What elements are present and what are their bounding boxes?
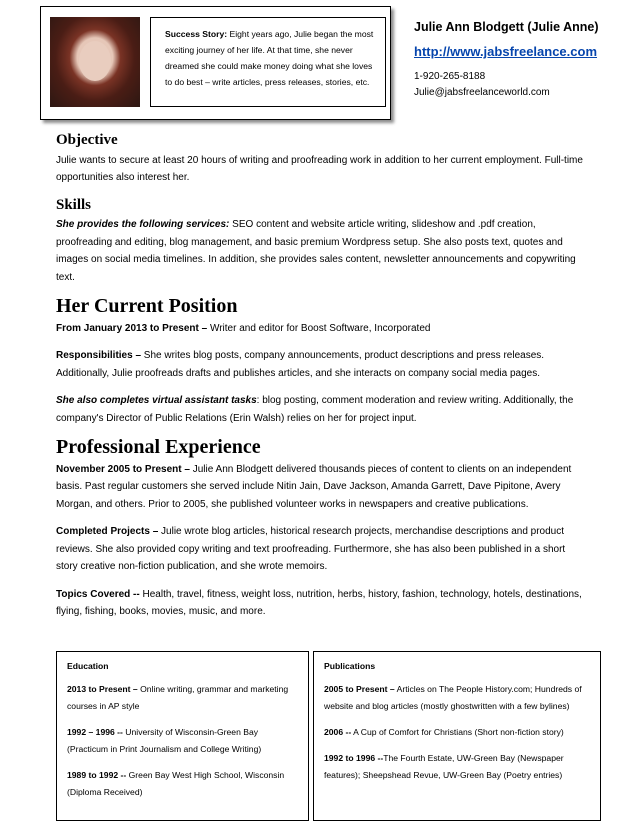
period-lead: From January 2013 to Present –: [56, 322, 208, 334]
november-paragraph: [56, 461, 586, 514]
va-text: : blog posting, comment moderation and review writing. Additionally, the company's Director of Public Relations (Erin Walsh) relies on her for project input.: [56, 395, 574, 424]
projects-lead: Completed Projects –: [56, 526, 159, 537]
responsibilities-lead: Responsibilities –: [56, 350, 142, 361]
experience-heading: Professional Experience: [56, 436, 261, 458]
period-text: Writer and editor for Boost Software, Incorporated: [207, 322, 431, 334]
responsibilities-text: She writes blog posts, company announcements, product descriptions and press releases. Additionally, Julie proofreads drafts and publishes articles, and she interacts on company social media pages.: [56, 350, 545, 379]
publication-entry-text: The Fourth Estate, UW-Green Bay (Newspaper features); Sheepshead Revue, UW-Green Bay (Poetry entries): [324, 753, 564, 780]
publication-entry: [324, 750, 590, 784]
period-paragraph: [56, 320, 586, 338]
objective-heading: Objective: [56, 132, 118, 148]
november-text: Julie Ann Blodgett delivered thousands pieces of content to clients on an independent basis. Past regular customers she served include Nitin Jain, Dave Jackson, Amanda Garrett, Dave Pipitone, Avery Morgan, and others. Prior to 2005, she published volunteer works in newspapers and creative publications.: [56, 463, 572, 510]
projects-text: Julie wrote blog articles, historical research projects, merchandise descriptions and product reviews. She also provided copy writing and text proofreading. Furthermore, she has also been published in a short story creative non-fiction publication, and she wrote memoirs.: [56, 526, 566, 572]
profile-face: [79, 41, 111, 81]
contact-block: [414, 20, 638, 101]
va-lead: She also completes virtual assistant tasks: [56, 395, 257, 406]
publication-entry-lead: 2006 --: [324, 727, 352, 737]
success-story-text: Eight years ago, Julie began the most exciting journey of her life. At that time, she never dreamed she could make money doing what she loves to do best – write articles, press releases, stories, etc.: [165, 29, 374, 87]
publications-box: [313, 651, 601, 821]
skills-heading: Skills: [56, 196, 92, 213]
skills-paragraph: [56, 216, 586, 286]
current-position-heading: Her Current Position: [56, 295, 238, 317]
november-lead: November 2005 to Present –: [56, 463, 190, 475]
phone-number: 1-920-265-8188: [414, 71, 486, 82]
education-entry-text: University of Wisconsin-Green Bay (Practicum in Print Journalism and College Writing): [67, 727, 262, 754]
success-story-label: Success Story:: [165, 29, 228, 39]
education-entry: [67, 681, 298, 715]
publication-entry-text: A Cup of Comfort for Christians (Short non-fiction story): [351, 727, 564, 737]
topics-paragraph: [56, 586, 586, 621]
education-entry-text: Green Bay West High School, Wisconsin (Diploma Received): [67, 770, 285, 797]
education-entry: [67, 767, 298, 801]
education-entry-lead: 1989 to 1992 --: [67, 770, 127, 780]
publication-entry-lead: 2005 to Present –: [324, 684, 395, 694]
education-title: Education: [67, 661, 109, 671]
website-link[interactable]: http://www.jabsfreelance.com: [414, 44, 598, 59]
publications-title: Publications: [324, 661, 376, 671]
education-entry-lead: 2013 to Present –: [67, 684, 138, 694]
education-box: [56, 651, 309, 821]
skills-lead: She provides the following services:: [56, 219, 230, 230]
resume-body: [56, 132, 586, 621]
topics-lead: Topics Covered --: [56, 588, 140, 600]
publication-entry: [324, 724, 590, 741]
success-story-box: [150, 17, 386, 107]
objective-text: Julie wants to secure at least 20 hours of writing and proofreading work in addition to her current employment. Full-time opportunities also interest her.: [56, 154, 583, 183]
education-entry-text: Online writing, grammar and marketing courses in AP style: [67, 684, 289, 711]
candidate-name: Julie Ann Blodgett (Julie Anne): [414, 20, 599, 34]
publication-entry: [324, 681, 590, 715]
va-paragraph: [56, 392, 586, 427]
responsibilities-paragraph: [56, 347, 586, 382]
topics-text: Health, travel, fitness, weight loss, nutrition, herbs, history, fashion, technology, hotels, destinations, flying, fishing, books, movies, music, and more.: [56, 588, 582, 617]
email-address[interactable]: Julie@jabsfreelanceworld.com: [414, 87, 550, 98]
education-entry: [67, 724, 298, 758]
publication-entry-text: Articles on The People History.com; Hundreds of website and blog articles (mostly ghostwritten with a few bylines): [324, 684, 582, 711]
publication-entry-lead: 1992 to 1996 --: [324, 753, 384, 763]
education-entry-lead: 1992 – 1996 --: [67, 727, 123, 737]
profile-photo: [50, 17, 140, 107]
skills-text: SEO content and website article writing, slideshow and .pdf creation, proofreading and editing, blog management, and basic premium Wordpress setup. She also posts text, quotes and images on social media timelines. In addition, she provides sales content, newsletter announcements and copywriting text.: [56, 219, 576, 283]
projects-paragraph: [56, 523, 586, 576]
